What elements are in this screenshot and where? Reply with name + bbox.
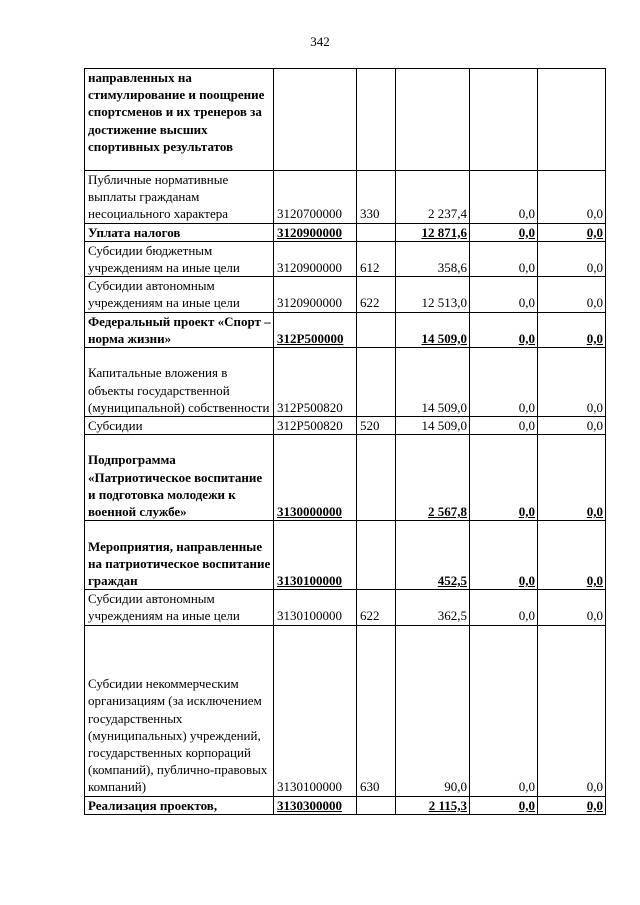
table-row bbox=[85, 312, 606, 347]
row-value-year2: 0,0 bbox=[470, 590, 538, 625]
row-expense-type bbox=[357, 348, 396, 417]
table-row bbox=[85, 796, 606, 814]
row-expense-type bbox=[357, 69, 396, 171]
row-code: 3130300000 bbox=[274, 796, 357, 814]
table-row bbox=[85, 241, 606, 276]
table-row bbox=[85, 521, 606, 590]
row-value-year1: 2 115,3 bbox=[396, 796, 470, 814]
row-value-year3: 0,0 bbox=[538, 348, 606, 417]
row-value-year3: 0,0 bbox=[538, 223, 606, 241]
row-expense-type: 622 bbox=[357, 277, 396, 312]
row-expense-type: 622 bbox=[357, 590, 396, 625]
row-name: Федеральный проект «Спорт – норма жизни» bbox=[85, 312, 274, 347]
row-name: Публичные нормативные выплаты гражданам несоциального характера bbox=[85, 171, 274, 224]
row-value-year2: 0,0 bbox=[470, 277, 538, 312]
row-name: Капитальные вложения в объекты государственной (муниципальной) собственности bbox=[85, 348, 274, 417]
row-value-year1 bbox=[396, 69, 470, 171]
table-row bbox=[85, 277, 606, 312]
row-code: 3130100000 bbox=[274, 625, 357, 796]
row-value-year1: 12 513,0 bbox=[396, 277, 470, 312]
row-value-year2: 0,0 bbox=[470, 417, 538, 435]
table-row bbox=[85, 417, 606, 435]
row-name: Субсидии bbox=[85, 417, 274, 435]
row-value-year1: 14 509,0 bbox=[396, 348, 470, 417]
row-code: 312P500820 bbox=[274, 417, 357, 435]
table-row bbox=[85, 435, 606, 521]
row-code: 3120900000 bbox=[274, 223, 357, 241]
budget-table bbox=[84, 68, 606, 815]
row-expense-type: 330 bbox=[357, 171, 396, 224]
row-value-year1: 452,5 bbox=[396, 521, 470, 590]
row-value-year1: 12 871,6 bbox=[396, 223, 470, 241]
table-row bbox=[85, 590, 606, 625]
row-value-year3: 0,0 bbox=[538, 435, 606, 521]
row-name: Уплата налогов bbox=[85, 223, 274, 241]
row-value-year3: 0,0 bbox=[538, 312, 606, 347]
row-code: 3130000000 bbox=[274, 435, 357, 521]
row-value-year1: 2 237,4 bbox=[396, 171, 470, 224]
row-name: Мероприятия, направленные на патриотическое воспитание граждан bbox=[85, 521, 274, 590]
row-value-year3: 0,0 bbox=[538, 625, 606, 796]
row-expense-type bbox=[357, 312, 396, 347]
row-code: 3120700000 bbox=[274, 171, 357, 224]
row-code: 3130100000 bbox=[274, 590, 357, 625]
row-value-year3: 0,0 bbox=[538, 521, 606, 590]
row-name: Субсидии автономным учреждениям на иные цели bbox=[85, 590, 274, 625]
row-value-year2: 0,0 bbox=[470, 348, 538, 417]
row-expense-type: 630 bbox=[357, 625, 396, 796]
row-value-year2: 0,0 bbox=[470, 521, 538, 590]
row-code: 3120900000 bbox=[274, 277, 357, 312]
row-expense-type: 612 bbox=[357, 241, 396, 276]
row-code: 3130100000 bbox=[274, 521, 357, 590]
row-expense-type bbox=[357, 521, 396, 590]
row-code: 312P500000 bbox=[274, 312, 357, 347]
row-value-year2: 0,0 bbox=[470, 241, 538, 276]
row-code bbox=[274, 69, 357, 171]
row-value-year1: 90,0 bbox=[396, 625, 470, 796]
row-name: направленных на стимулирование и поощрение спортсменов и их тренеров за достижение высших спортивных результатов bbox=[85, 69, 274, 171]
row-expense-type bbox=[357, 435, 396, 521]
row-name: Субсидии автономным учреждениям на иные цели bbox=[85, 277, 274, 312]
row-value-year1: 358,6 bbox=[396, 241, 470, 276]
row-name: Субсидии бюджетным учреждениям на иные цели bbox=[85, 241, 274, 276]
row-value-year3: 0,0 bbox=[538, 171, 606, 224]
row-value-year1: 362,5 bbox=[396, 590, 470, 625]
page-number: 342 bbox=[310, 34, 330, 49]
row-value-year1: 14 509,0 bbox=[396, 417, 470, 435]
row-expense-type: 520 bbox=[357, 417, 396, 435]
row-value-year3: 0,0 bbox=[538, 590, 606, 625]
row-value-year2 bbox=[470, 69, 538, 171]
row-value-year3 bbox=[538, 69, 606, 171]
row-value-year3: 0,0 bbox=[538, 277, 606, 312]
row-code: 3120900000 bbox=[274, 241, 357, 276]
row-expense-type bbox=[357, 796, 396, 814]
row-value-year3: 0,0 bbox=[538, 417, 606, 435]
row-value-year2: 0,0 bbox=[470, 312, 538, 347]
row-value-year2: 0,0 bbox=[470, 625, 538, 796]
table-row bbox=[85, 223, 606, 241]
row-value-year1: 2 567,8 bbox=[396, 435, 470, 521]
table-row bbox=[85, 348, 606, 417]
row-name: Реализация проектов, bbox=[85, 796, 274, 814]
row-name: Субсидии некоммерческим организациям (за исключением государственных (муниципальных) учреждений, государственных корпораций (компаний), публично-правовых компаний) bbox=[85, 625, 274, 796]
row-code: 312P500820 bbox=[274, 348, 357, 417]
row-value-year2: 0,0 bbox=[470, 223, 538, 241]
row-value-year3: 0,0 bbox=[538, 796, 606, 814]
table-row bbox=[85, 625, 606, 796]
row-value-year2: 0,0 bbox=[470, 435, 538, 521]
row-value-year2: 0,0 bbox=[470, 796, 538, 814]
row-value-year3: 0,0 bbox=[538, 241, 606, 276]
row-value-year2: 0,0 bbox=[470, 171, 538, 224]
row-name: Подпрограмма «Патриотическое воспитание и подготовка молодежи к военной службе» bbox=[85, 435, 274, 521]
row-value-year1: 14 509,0 bbox=[396, 312, 470, 347]
table-row bbox=[85, 171, 606, 224]
row-expense-type bbox=[357, 223, 396, 241]
table-row bbox=[85, 69, 606, 171]
